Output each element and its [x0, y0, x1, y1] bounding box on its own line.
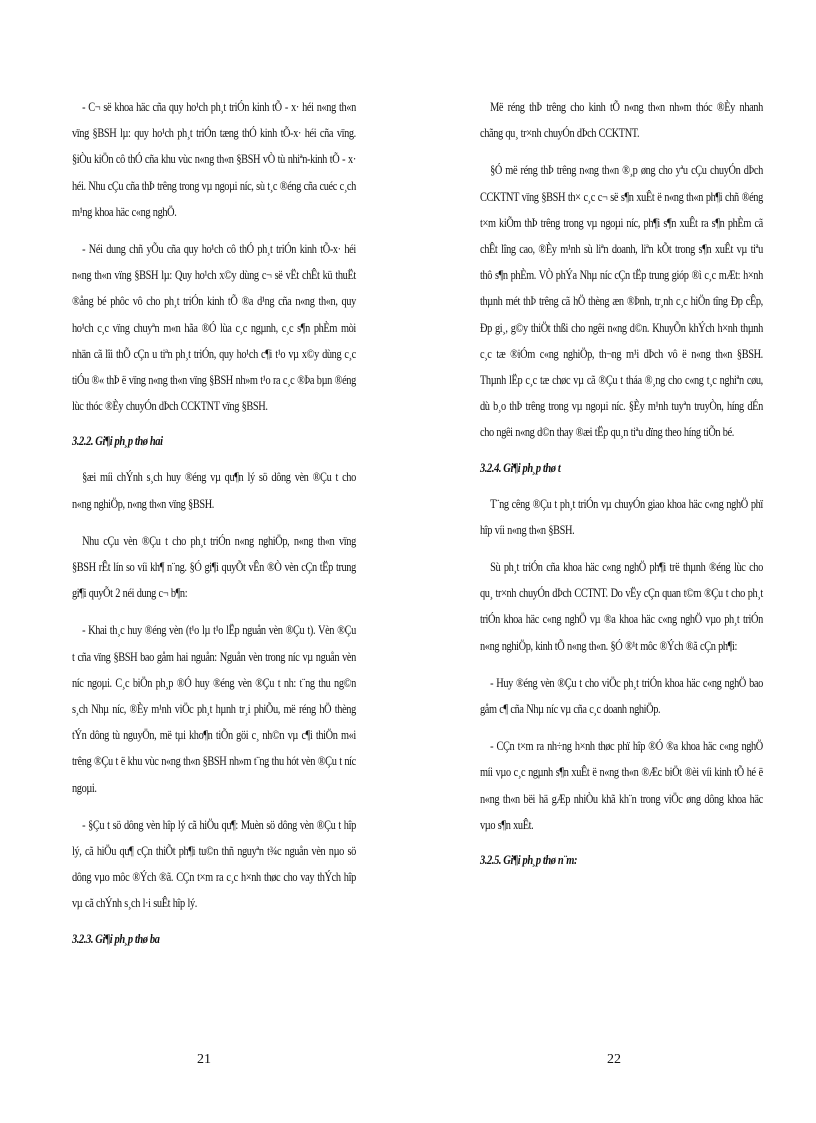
right-page: [410, 0, 816, 1123]
page-number-left: 21: [197, 1052, 211, 1067]
left-paragraph-2: - Néi dung chñ yÕu cña quy ho¹ch cô thÓ ph¸t triÓn kinh tÕ-x· héi n«ng th«n vïng §BSH lµ: Quy ho¹ch x©y dùng c¬ së vËt chÊt kü thuËt ®ång bé phôc vô cho ph¸t triÓn kinh tÕ ®a d¹ng cña n«ng th«n, quy ho¹ch c¸c vïng chuyªn m«n hãa ®Ó lùa c¸c ngµnh, c¸c s¶n phÈm mòi nhän cã lîi thÕ cÇn u tiªn ph¸t triÓn, quy ho¹ch c¶i t¹o vµ x©y dùng c¸c tiÓu ®« thÞ ë vïng n«ng th«n vïng §BSH nh»m t¹o ra c¸c ®Þa bµn ®éng lùc thóc ®Èy chuyÓn dÞch CCKTNT vïng §BSH.: [72, 242, 356, 414]
section-heading-3-2-5: 3.2.5. Gi¶i ph¸p thø n¨m:: [480, 853, 578, 868]
right-paragraph-1: Më réng thÞ trêng cho kinh tÕ n«ng th«n nh»m thóc ®Èy nhanh chãng qu¸ tr×nh chuyÓn dÞch CCKTNT.: [480, 100, 763, 141]
right-paragraph-4: Sù ph¸t triÓn cña khoa häc c«ng nghÖ ph¶i trë thµnh ®éng lùc cho qu¸ tr×nh chuyÓn dÞch CCTNT. Do vËy cÇn quan t©m ®Çu t cho ph¸t triÓn khoa häc c«ng nghÖ vµ ®a khoa häc c«ng nghÖ vµo ph¸t triÓn n«ng nghiÖp, kinh tÕ n«ng th«n. §Ó ®¹t môc ®Ých ®ã cÇn ph¶i:: [480, 560, 763, 653]
left-paragraph-3: §æi míi chÝnh s¸ch huy ®éng vµ qu¶n lý sö dông vèn ®Çu t cho n«ng nghiÖp, n«ng th«n vïng §BSH.: [72, 470, 356, 511]
right-paragraph-2: §Ó më réng thÞ trêng n«ng th«n ®¸p øng cho yªu cÇu chuyÓn dÞch CCKTNT vïng §BSH th× c¸c c¬ së s¶n xuÊt ë n«ng th«n ph¶i chñ ®éng t×m kiÕm thÞ trêng trong vµ ngoµi níc, ph¶i s¶n xuÊt ra s¶n phÈm cã chÊt lîng cao, ®Èy m¹nh sù liªn doanh, liªn kÕt trong s¶n xuÊt vµ tiªu thô s¶n phÈm. VÒ phÝa Nhµ níc cÇn tËp trung gióp ®ì c¸c mÆt: h×nh thµnh mét thÞ trêng cã hÖ thèng æn ®Þnh, tr¸nh c¸c hiÖn tîng Ðp cÊp, Ðp gi¸, g©y thiÖt thßi cho ngêi n«ng d©n. KhuyÕn khÝch h×nh thµnh c¸c tæ ®iÓm c«ng nghiÖp, th¬ng m¹i dÞch vô ë n«ng th«n §BSH. Thµnh lËp c¸c tæ chøc vµ cã ®Çu t tháa ®¸ng cho c«ng t¸c nghiªn cøu, dù b¸o thÞ trêng trong vµ ngoµi níc. §Èy m¹nh tuyªn truyÒn, híng dÉn cho ngêi n«ng d©n thay ®æi tËp qu¸n tiªu dïng theo híng tiÕn bé.: [480, 163, 763, 440]
right-page-text-column: [480, 94, 763, 883]
page-number-right: 22: [607, 1052, 621, 1067]
left-paragraph-6: - §Çu t sö dông vèn hîp lý cã hiÖu qu¶: Muèn sö dông vèn ®Çu t hîp lý, cã hiÖu qu¶ cÇn thiÕt ph¶i tu©n thñ nguyªn t¾c nguån vèn nµo sö dông vµo môc ®Ých ®ã. CÇn t×m ra c¸c h×nh thøc cho vay thÝch hîp vµ cã chÝnh s¸ch l·i suÊt hîp lý.: [72, 817, 356, 911]
section-heading-3-2-2: 3.2.2. Gi¶i ph¸p thø hai: [72, 434, 163, 449]
left-paragraph-1: - C¬ së khoa häc cña quy ho¹ch ph¸t triÓn kinh tÕ - x· héi n«ng th«n vïng §BSH lµ: quy ho¹ch ph¸t triÓn tæng thÓ kinh tÕ-x· héi cña vïng. §iÒu kiÖn cô thÓ cña khu vùc n«ng th«n §BSH vÒ tù nhiªn-kinh tÕ - x· héi. Nhu cÇu cña thÞ trêng trong vµ ngoµi níc, sù t¸c ®éng cña cuéc c¸ch m¹ng khoa häc c«ng nghÖ.: [72, 100, 356, 219]
right-paragraph-5: - Huy ®éng vèn ®Çu t cho viÖc ph¸t triÓn khoa häc c«ng nghÖ bao gåm c¶ cña Nhµ níc vµ cña c¸c doanh nghiÖp.: [480, 675, 763, 717]
right-paragraph-6: - CÇn t×m ra nh÷ng h×nh thøc phï hîp ®Ó ®a khoa häc c«ng nghÖ míi vµo c¸c ngµnh s¶n xuÊt ë n«ng th«n ®Æc biÖt ®èi víi kinh tÕ hé ë n«ng th«n bëi hä gÆp nhiÒu khã kh¨n trong viÖc øng dông khoa häc vµo s¶n xuÊt.: [480, 739, 763, 832]
section-heading-3-2-3: 3.2.3. Gi¶i ph¸p thø ba: [72, 931, 160, 946]
left-page-text-column: [72, 94, 356, 962]
left-paragraph-4: Nhu cÇu vèn ®Çu t cho ph¸t triÓn n«ng nghiÖp, n«ng th«n vïng §BSH rÊt lín so víi kh¶ n¨ng. §Ó gi¶i quyÕt vÊn ®Ò vèn cÇn tËp trung gi¶i quyÕt 2 néi dung c¬ b¶n:: [72, 533, 356, 601]
section-heading-3-2-4: 3.2.4. Gi¶i ph¸p thø t: [480, 460, 561, 475]
left-paragraph-5: - Khai th¸c huy ®éng vèn (t¹o lµ t¹o lËp nguån vèn ®Çu t). Vèn ®Çu t cña vïng §BSH bao gåm hai nguån: Nguån vèn trong níc vµ nguån vèn níc ngoµi. C¸c biÖn ph¸p ®Ó huy ®éng vèn ®Çu t nh: t¨ng thu ng©n s¸ch Nhµ níc, ®Èy m¹nh viÖc ph¸t hµnh tr¸i phiÕu, më réng hÖ thèng tÝn dông tù nguyÖn, më tµi kho¶n tiÕn göi c¸ nh©n vµ c¶i thiÖn m«i trêng ®Çu t ë khu vùc n«ng th«n §BSH nh»m t¨ng thu hót vèn ®Çu t níc ngoµi.: [72, 623, 356, 795]
right-paragraph-3: T¨ng cêng ®Çu t ph¸t triÓn vµ chuyÓn giao khoa häc c«ng nghÖ phï hîp víi n«ng th«n §BSH.: [480, 496, 763, 537]
